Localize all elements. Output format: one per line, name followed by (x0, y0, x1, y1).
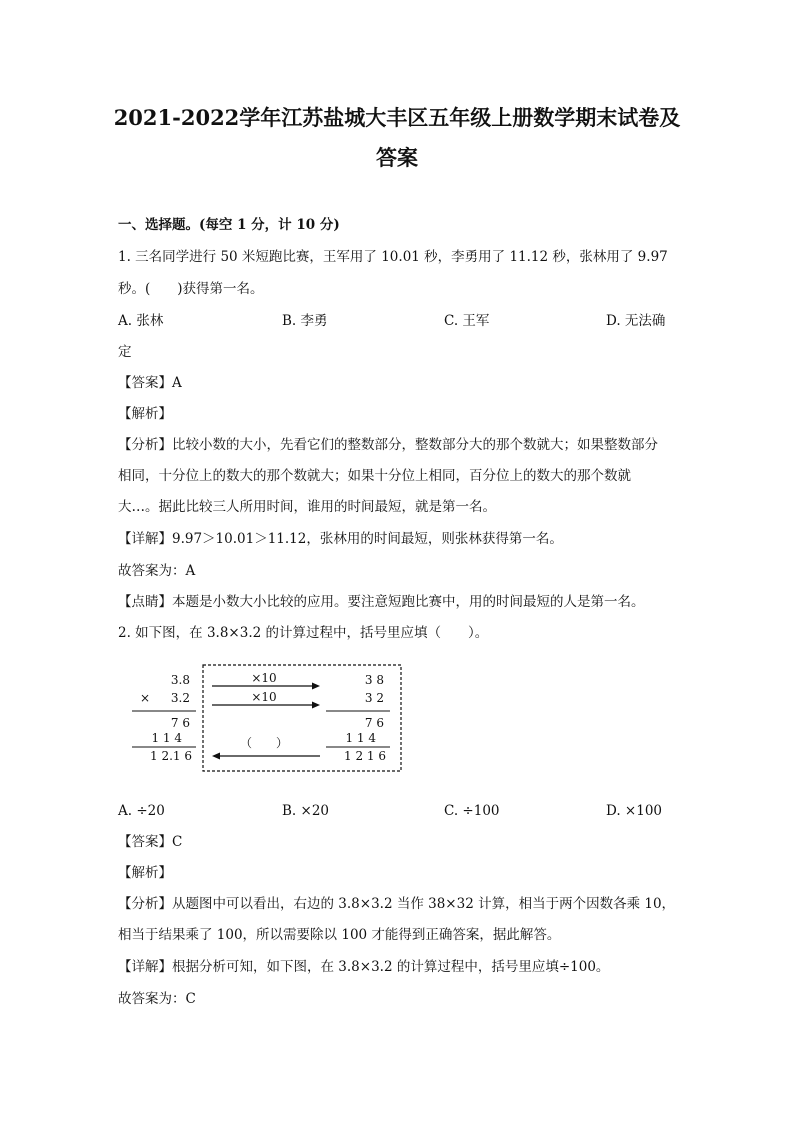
arrow-label-top: ×10 (251, 671, 277, 685)
q2-option-a: A. ÷20 (118, 803, 165, 819)
arrow-head-back (212, 753, 220, 760)
times-sign: × (140, 691, 151, 705)
q1-stem-line-2: 秒。( )获得第一名。 (118, 281, 264, 297)
arrow-label-mid: ×10 (251, 690, 277, 704)
q1-stem-line-1: 1. 三名同学进行 50 米短跑比赛，王军用了 10.01 秒，李勇用了 11.12 秒，张林用了 9.97 (118, 249, 668, 265)
q1-option-c: C. 王军 (444, 313, 490, 329)
right-factor-2: 3 2 (364, 691, 384, 705)
q1-comment: 【点睛】本题是小数大小比较的应用。要注意短跑比赛中，用的时间最短的人是第一名。 (118, 594, 645, 610)
q2-analysis-line-1: 【分析】从题图中可以看出，右边的 3.8×3.2 当作 38×32 计算，相当于两个因数各乘 10， (118, 896, 676, 912)
q2-analysis-heading: 【解析】 (118, 865, 172, 881)
document-title (100, 98, 694, 178)
left-partial-2: 1 1 4 (151, 731, 182, 745)
q2-final-answer: 故答案为：C (118, 991, 196, 1007)
section-heading: 一、选择题。(每空 1 分，计 10 分) (118, 217, 340, 233)
left-factor-2: 3.2 (170, 691, 190, 705)
q2-option-c: C. ÷100 (444, 803, 500, 819)
q2-answer: 【答案】C (118, 834, 183, 850)
q1-analysis-line-2: 相同，十分位上的数大的那个数就大；如果十分位上相同，百分位上的数大的那个数就 (118, 468, 631, 484)
left-partial-1: 7 6 (170, 716, 190, 730)
q1-option-d: D. 无法确 (606, 313, 666, 329)
left-factor-1: 3.8 (170, 673, 190, 687)
q2-detail: 【详解】根据分析可知，如下图，在 3.8×3.2 的计算过程中，括号里应填÷100。 (118, 959, 610, 975)
title-line-1: 2021-2022学年江苏盐城大丰区五年级上册数学期末试卷及 (113, 105, 681, 130)
right-partial-1: 7 6 (364, 716, 384, 730)
q1-analysis-heading: 【解析】 (118, 406, 172, 422)
q1-answer: 【答案】A (118, 375, 182, 391)
q1-option-b: B. 李勇 (282, 313, 328, 329)
q2-option-d: D. ×100 (606, 803, 663, 819)
q2-option-b: B. ×20 (282, 803, 329, 819)
q1-detail: 【详解】9.97＞10.01＞11.12，张林用的时间最短，则张林获得第一名。 (118, 531, 563, 547)
arrow-label-back: （ ） (239, 736, 289, 750)
title-line-2: 答案 (376, 145, 418, 170)
multiplication-diagram (128, 660, 408, 775)
q1-analysis-line-1: 【分析】比较小数的大小，先看它们的整数部分，整数部分大的那个数就大；如果整数部分 (118, 437, 658, 453)
arrow-head-mid (312, 702, 320, 709)
q1-final-answer: 故答案为：A (118, 563, 196, 579)
arrow-head-top (312, 683, 320, 690)
left-product: 1 2.1 6 (150, 749, 192, 763)
q1-option-d-wrap: 定 (118, 344, 132, 360)
right-partial-2: 1 1 4 (345, 731, 376, 745)
right-factor-1: 3 8 (364, 673, 384, 687)
q2-stem: 2. 如下图，在 3.8×3.2 的计算过程中，括号里应填（ ）。 (118, 625, 489, 641)
q1-analysis-line-3: 大…。据此比较三人所用时间，谁用的时间最短，就是第一名。 (118, 499, 496, 515)
multiplication-figure (128, 660, 408, 775)
right-product: 1 2 1 6 (344, 749, 386, 763)
q1-option-a: A. 张林 (118, 313, 164, 329)
q2-analysis-line-2: 相当于结果乘了 100，所以需要除以 100 才能得到正确答案，据此解答。 (118, 927, 561, 943)
